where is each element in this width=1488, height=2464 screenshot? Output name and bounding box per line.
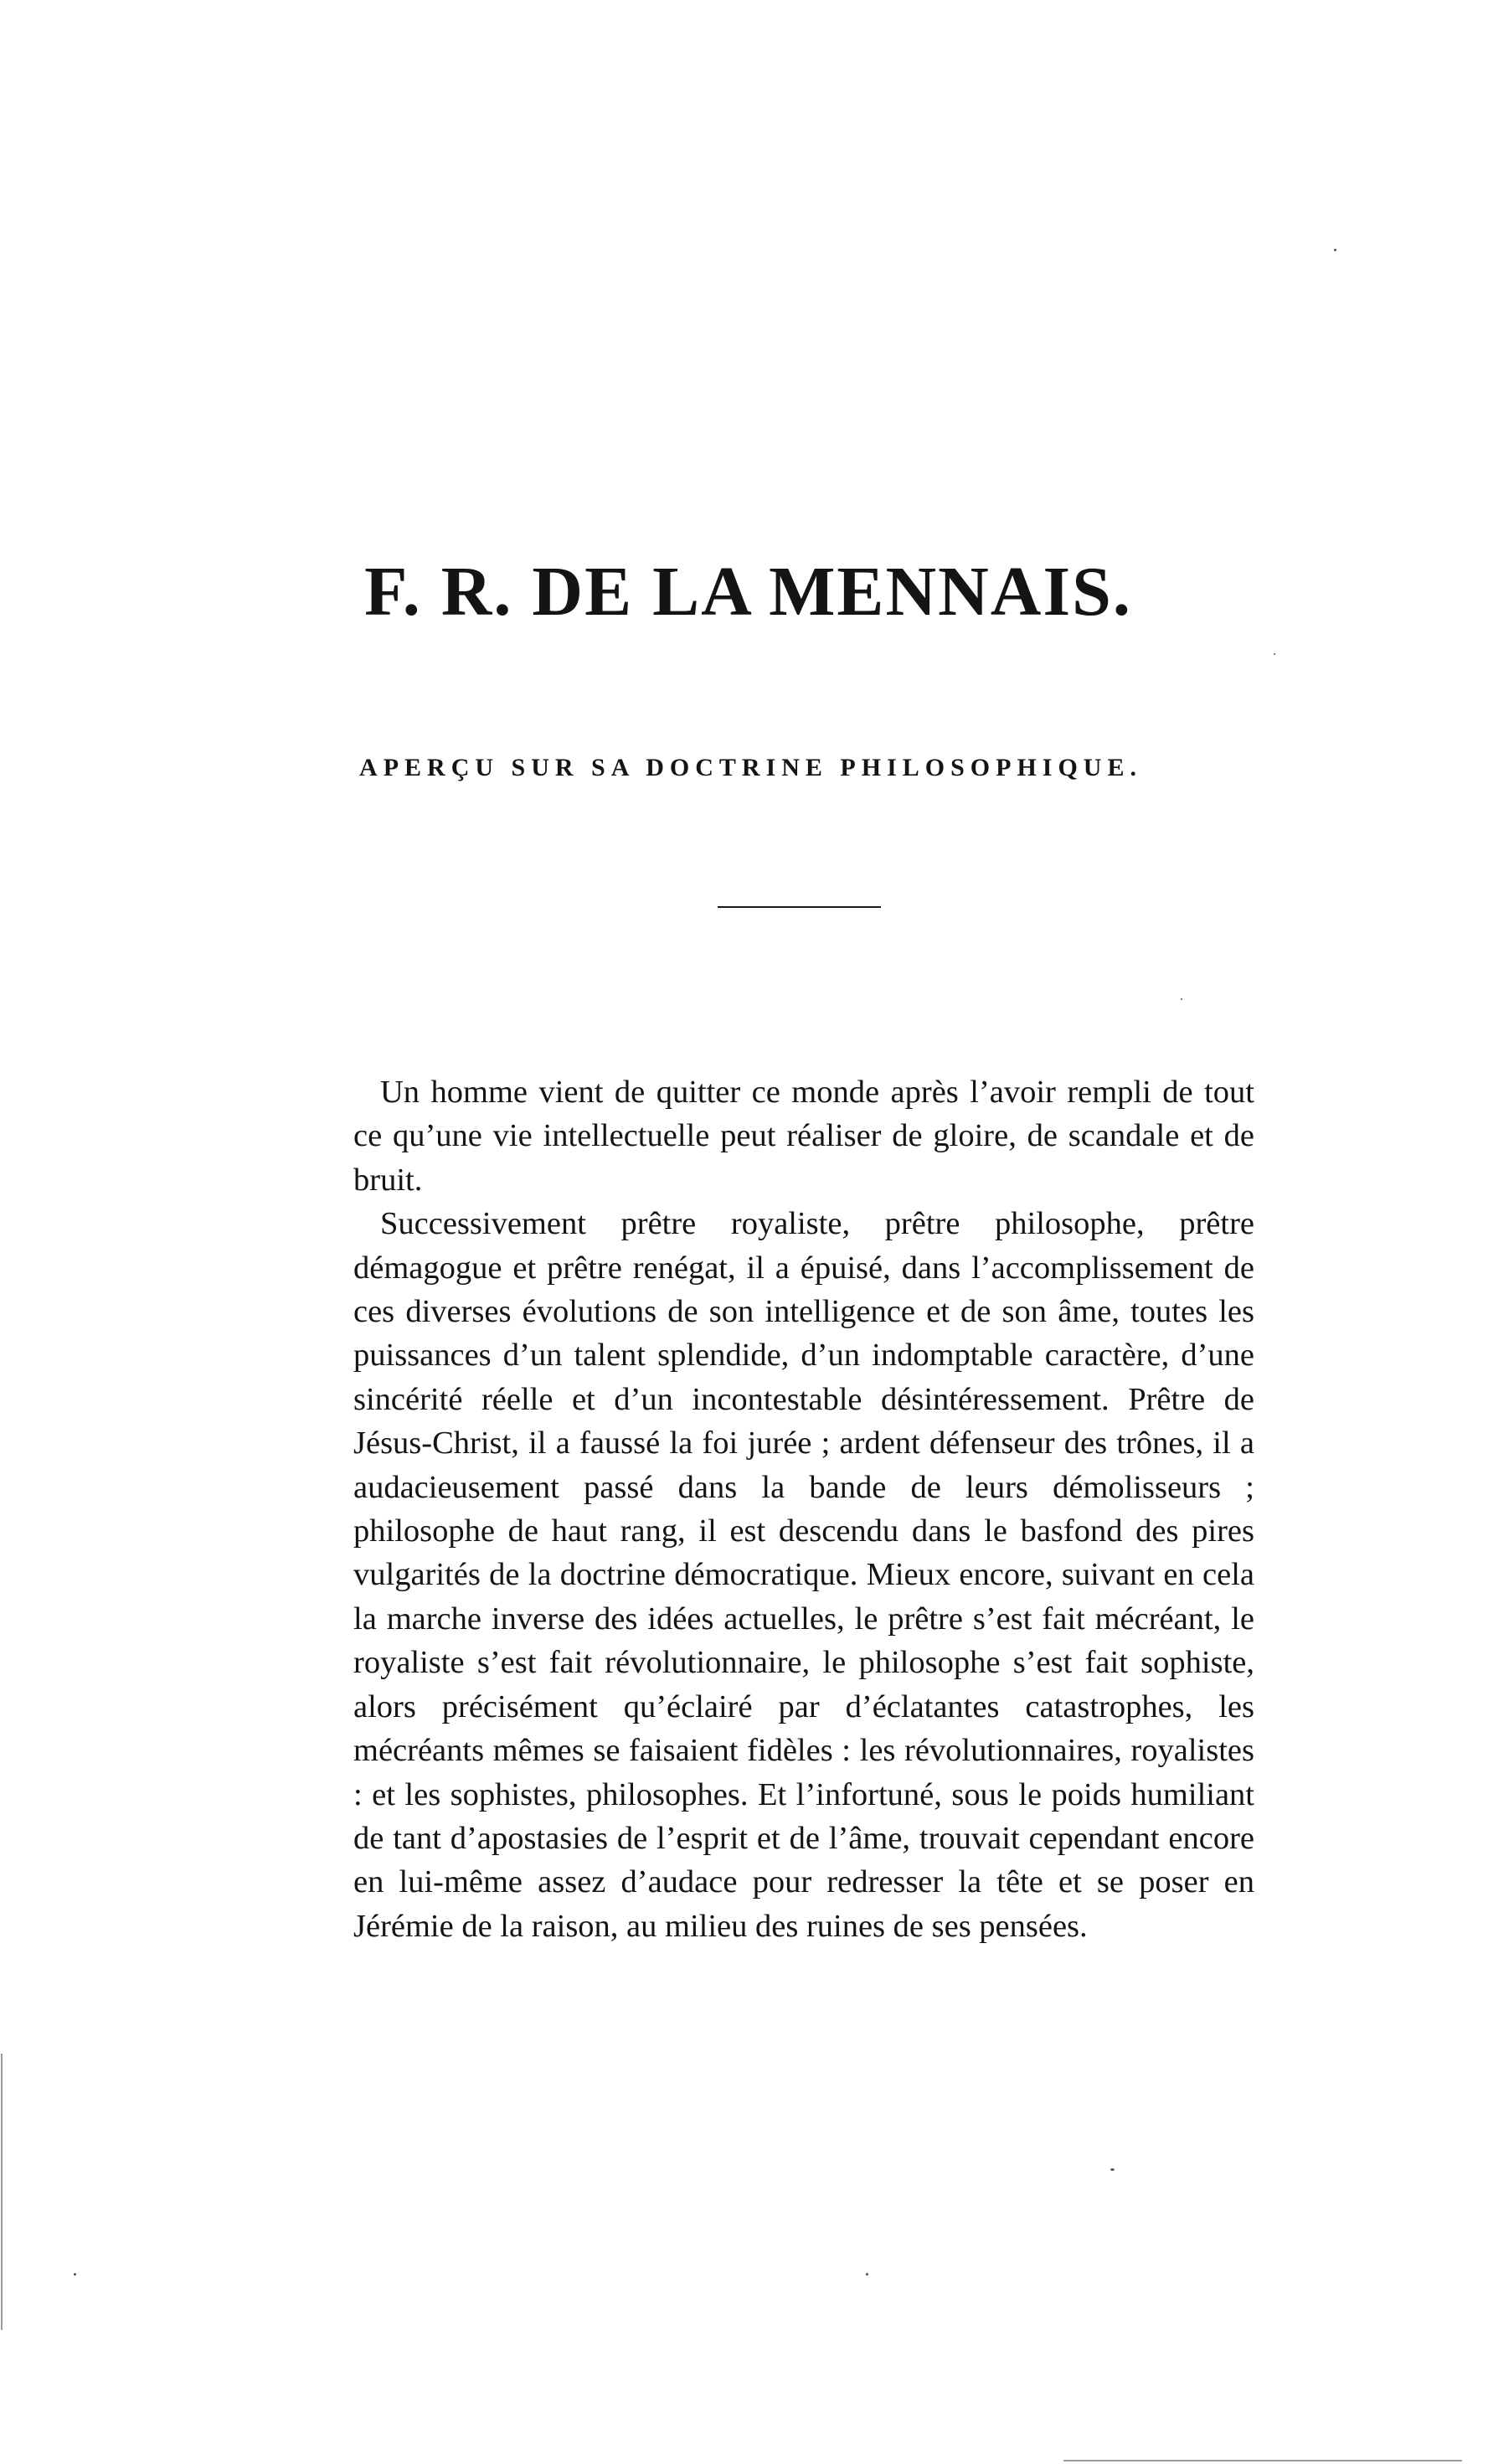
scan-margin-line xyxy=(1063,2460,1462,2461)
scan-speck xyxy=(1274,653,1275,655)
scan-speck xyxy=(1334,249,1336,251)
scan-speck xyxy=(866,2273,868,2276)
body-text xyxy=(353,1070,1254,1948)
scan-speck xyxy=(1181,998,1182,1000)
paragraph-2: Successivement prêtre royaliste, prêtre philosophe, prêtre démagogue et prêtre renégat, il a épuisé, dans l’accomplissement de ces diverses évolutions de son intelligence et de son âme, toutes les puissances d’un talent splendide, d’un indomptable caractère, d’une sincérité réelle et d’un incontestable désintéressement. Prêtre de Jésus-Christ, il a faussé la foi jurée ; ardent défenseur des trônes, il a audacieusement passé dans la bande de leurs démolisseurs ; philosophe de haut rang, il est descendu dans le basfond des pires vulgarités de la doctrine démocratique. Mieux encore, suivant en cela la marche inverse des idées actuelles, le prêtre s’est fait mécréant, le royaliste s’est fait révolutionnaire, le philosophe s’est fait sophiste, alors précisément qu’éclairé par d’éclatantes catastrophes, les mécréants mêmes se faisaient fidèles : les révolutionnaires, royalistes : et les sophistes, philosophes. Et l’infortuné, sous le poids humiliant de tant d’apostasies de l’esprit et de l’âme, trouvait cependant encore en lui-même assez d’audace pour redresser la tête et se poser en Jérémie de la raison, au milieu des ruines de ses pensées. xyxy=(353,1206,1254,1944)
chapter-title: F. R. DE LA MENNAIS. xyxy=(364,553,1132,631)
paragraph-1: Un homme vient de quitter ce monde après l’avoir rempli de tout ce qu’une vie intellectuelle peut réaliser de gloire, de scandale et de bruit. xyxy=(353,1075,1254,1198)
title-divider xyxy=(718,906,881,908)
chapter-subtitle: APERÇU SUR SA DOCTRINE PHILOSOPHIQUE. xyxy=(359,754,1142,781)
scan-speck xyxy=(1110,2168,1115,2171)
scan-speck xyxy=(74,2273,76,2276)
scan-margin-line xyxy=(1,2054,3,2330)
